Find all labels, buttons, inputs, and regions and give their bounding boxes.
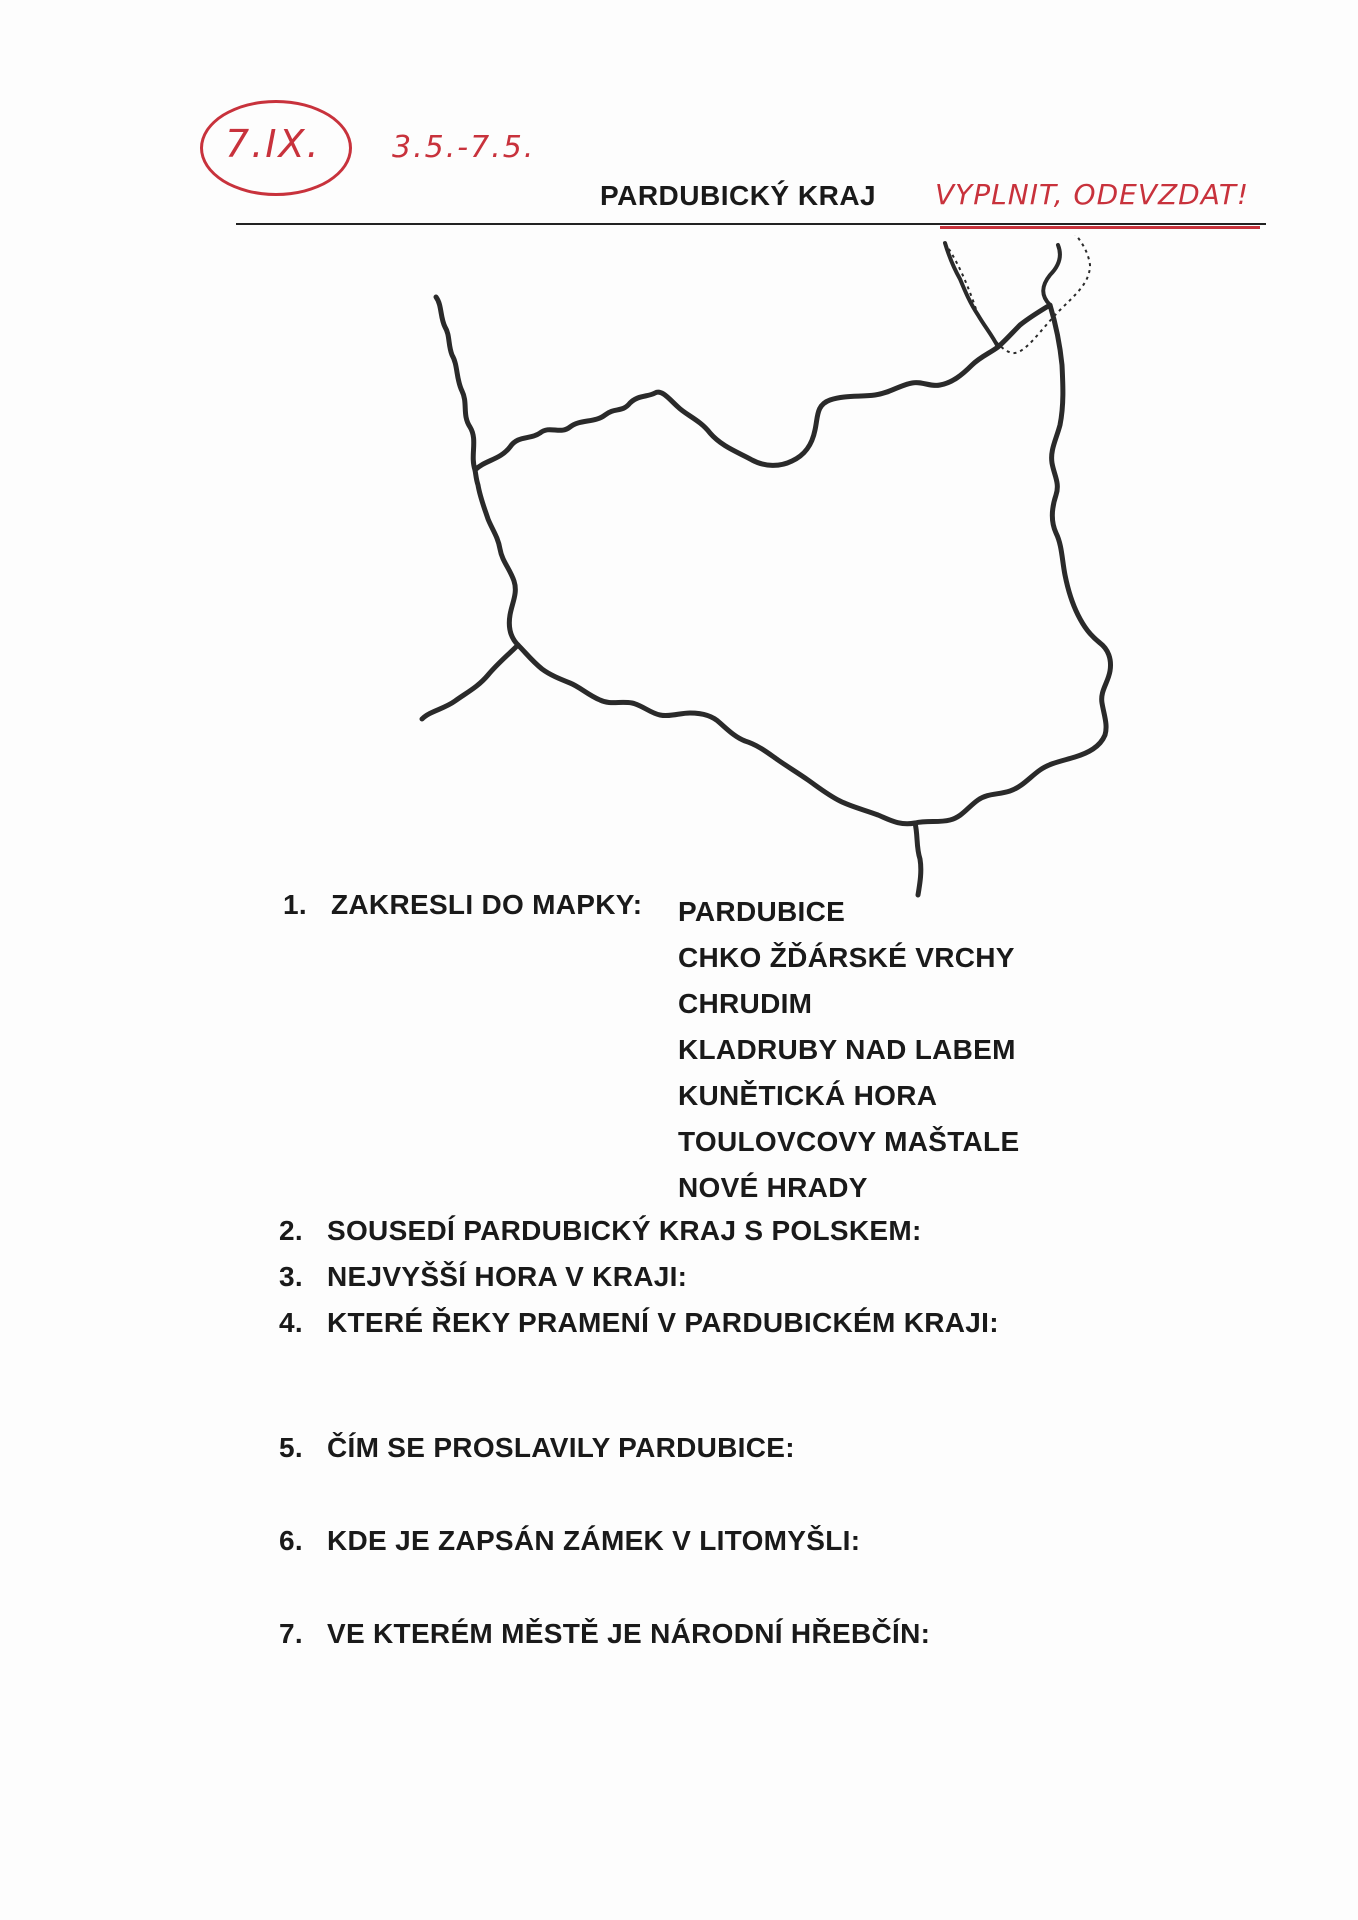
- question-text: NEJVYŠŠÍ HORA V KRAJI:: [327, 1261, 688, 1292]
- question-5: [279, 1432, 795, 1464]
- list-item: PARDUBICE: [678, 896, 846, 927]
- region-outline-map: [400, 235, 1160, 915]
- list-item: NOVÉ HRADY: [678, 1172, 868, 1203]
- river-north-east: [1043, 245, 1060, 305]
- list-item: CHKO ŽĎÁRSKÉ VRCHY: [678, 942, 1015, 973]
- question-text: SOUSEDÍ PARDUBICKÝ KRAJ S POLSKEM:: [327, 1215, 922, 1246]
- question-number: 3.: [279, 1261, 303, 1292]
- question-number: 1.: [283, 889, 307, 920]
- question-3: [279, 1261, 687, 1293]
- list-item: KUNĚTICKÁ HORA: [678, 1080, 938, 1111]
- teacher-instruction: VYPLNIT, ODEVZDAT!: [935, 178, 1250, 211]
- river-west-lower: [422, 645, 518, 719]
- river-west-upper: [436, 297, 475, 470]
- river-south: [915, 823, 921, 895]
- instruction-underline: [940, 226, 1260, 229]
- question-number: 6.: [279, 1525, 303, 1556]
- question-number: 4.: [279, 1307, 303, 1338]
- list-item: KLADRUBY NAD LABEM: [678, 1034, 1016, 1065]
- places-list: [678, 889, 1019, 1211]
- question-7: [279, 1618, 930, 1650]
- question-number: 2.: [279, 1215, 303, 1246]
- question-2: [279, 1215, 922, 1247]
- list-item: CHRUDIM: [678, 988, 813, 1019]
- class-mark: 7.IX.: [225, 122, 321, 166]
- date-range: 3.5.-7.5.: [392, 130, 536, 165]
- question-text: ČÍM SE PROSLAVILY PARDUBICE:: [327, 1432, 795, 1463]
- region-boundary: [475, 305, 1111, 824]
- page-title: PARDUBICKÝ KRAJ: [600, 180, 877, 211]
- question-1: [283, 889, 642, 921]
- question-number: 5.: [279, 1432, 303, 1463]
- question-text: VE KTERÉM MĚSTĚ JE NÁRODNÍ HŘEBČÍN:: [327, 1618, 931, 1649]
- question-number: 7.: [279, 1618, 303, 1649]
- question-text: KDE JE ZAPSÁN ZÁMEK V LITOMYŠLI:: [327, 1525, 861, 1556]
- question-text: KTERÉ ŘEKY PRAMENÍ V PARDUBICKÉM KRAJI:: [327, 1307, 999, 1338]
- header-rule: [236, 223, 1266, 225]
- question-text: ZAKRESLI DO MAPKY:: [331, 889, 643, 920]
- list-item: TOULOVCOVY MAŠTALE: [678, 1126, 1020, 1157]
- question-4: [279, 1307, 999, 1339]
- question-6: [279, 1525, 860, 1557]
